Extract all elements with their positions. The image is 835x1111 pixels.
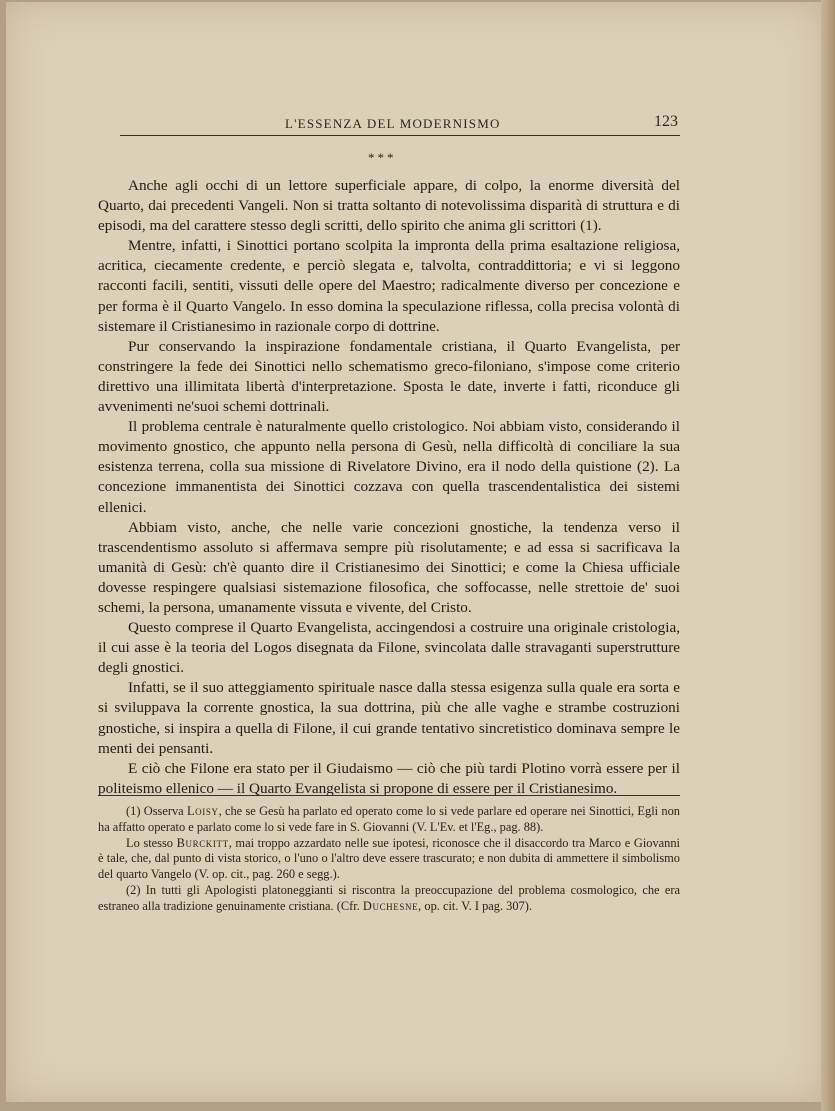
paragraph: Abbiam visto, anche, che nelle varie concezioni gnostiche, la tendenza verso il trascendentismo assoluto si affermava sempre più risolutamente; e ad essa si sacrificava la umanità di Gesù: ch'è quanto dire il Cristianesimo dei Sinottici; e come la Chiesa ufficiale dovesse respingere qualsiasi sistemazione filosofica, che soffocasse, nelle strettoie de' suoi schemi, la persona, umanamente vissuta e vivente, del Cristo.	[98, 518, 680, 616]
footnotes	[98, 795, 680, 915]
page-header	[120, 111, 680, 136]
footnote-2	[98, 883, 680, 915]
paragraph: Pur conservando la inspirazione fondamentale cristiana, il Quarto Evangelista, per constringere la fede dei Sinottici nello schematismo greco-filoniano, s'impose come criterio direttivo una illimitata libertà d'interpretazione. Sposta le date, inverte i fatti, riconduce gli avvenimenti ne'suoi schemi dottrinali.	[98, 337, 680, 416]
footnote-1	[98, 804, 680, 836]
paragraph: E ciò che Filone era stato per il Giudaismo — ciò che più tardi Plotino vorrà essere per il politeismo ellenico — il Quarto Evangelista si propone di essere per il Cristianesimo.	[98, 759, 680, 797]
footnote-author: Duchesne	[362, 898, 419, 913]
footnote-author: Burckitt	[176, 835, 229, 850]
paragraph: Il problema centrale è naturalmente quello cristologico. Noi abbiam visto, considerando il movimento gnostico, che appunto nella persona di Gesù, nella difficoltà di conciliare la sua esistenza terrena, colla sua missione di Rivelatore Divino, era il nodo della quistione (2). La concezione immanentista dei Sinottici cozzava con quella trascendentalistica dei sistemi ellenici.	[98, 418, 680, 516]
page-number: 123	[654, 113, 678, 130]
footnote-text: , op. cit. V. I pag. 307).	[418, 898, 532, 913]
paragraph: Anche agli occhi di un lettore superficiale appare, di colpo, la enorme diversità del Quarto, dai precedenti Vangeli. Non si tratta soltanto di notevolissima disparità di struttura e di episodi, ma del carattere stesso degli scritti, dello spirito che anima gli scrittori (1).	[98, 177, 680, 235]
footnote-1-continued	[98, 836, 680, 883]
footnote-text: Lo stesso	[126, 835, 177, 850]
running-title: L'ESSENZA DEL MODERNISMO	[285, 116, 501, 131]
section-separator: ***	[368, 150, 397, 165]
paragraph: Mentre, infatti, i Sinottici portano scolpita la impronta della prima esaltazione religiosa, acritica, ciecamente credente, e perciò slegata e, talvolta, contraddittoria; e vi si leggono racconti facili, sentiti, vissuti delle opere del Maestro; radicalmente diverso per concezione e per forma è il Quarto Vangelo. In esso domina la speculazione riflessa, colla precisa volontà di sistemare il Cristianesimo in razionale corpo di dottrine.	[98, 237, 680, 335]
footnote-text: , che se Gesù ha parlato ed operato come lo si vede parlare ed operare nei Sinottici, Egli non ha affatto operato e parlato come lo si vede fare in S. Giovanni (V. L'Ev. et l'Eg., pag. 88).	[98, 804, 680, 834]
page-edge	[821, 0, 835, 1111]
paragraph: Questo comprese il Quarto Evangelista, accingendosi a costruire una originale cristologia, il cui asse è la teoria del Logos disegnata da Filone, svincolata dalle stravaganti superstrutture degli gnostici.	[98, 619, 680, 677]
paragraph: Infatti, se il suo atteggiamento spirituale nasce dalla stessa esigenza sulla quale era sorta e si sviluppava la corrente gnostica, la sua dottrina, più che alle vaghe e strambe costruzioni gnostiche, si inspira a quella di Filone, il cui grande tentativo sincretistico dominava sempre le menti dei pensanti.	[98, 679, 680, 757]
footnote-text: , mai troppo azzardato nelle sue ipotesi, riconosce che il disaccordo tra Marco e Giovanni è tale, che, dal punto di vista storico, o l'uno o l'altro deve essere trascurato; e non dubita di ammettere il simbolismo del quarto Vangelo (V. op. cit., pag. 260 e segg.).	[98, 835, 680, 882]
main-text	[98, 176, 680, 799]
footnote-text: (2) In tutti gli Apologisti platoneggianti si riscontra la preoccupazione del problema cosmologico, che era estraneo alla tradizione genuinamente cristiana. (Cfr.	[98, 882, 680, 913]
footnote-author: Loisy	[186, 804, 219, 818]
footnote-text: (1) Osserva	[126, 804, 187, 818]
